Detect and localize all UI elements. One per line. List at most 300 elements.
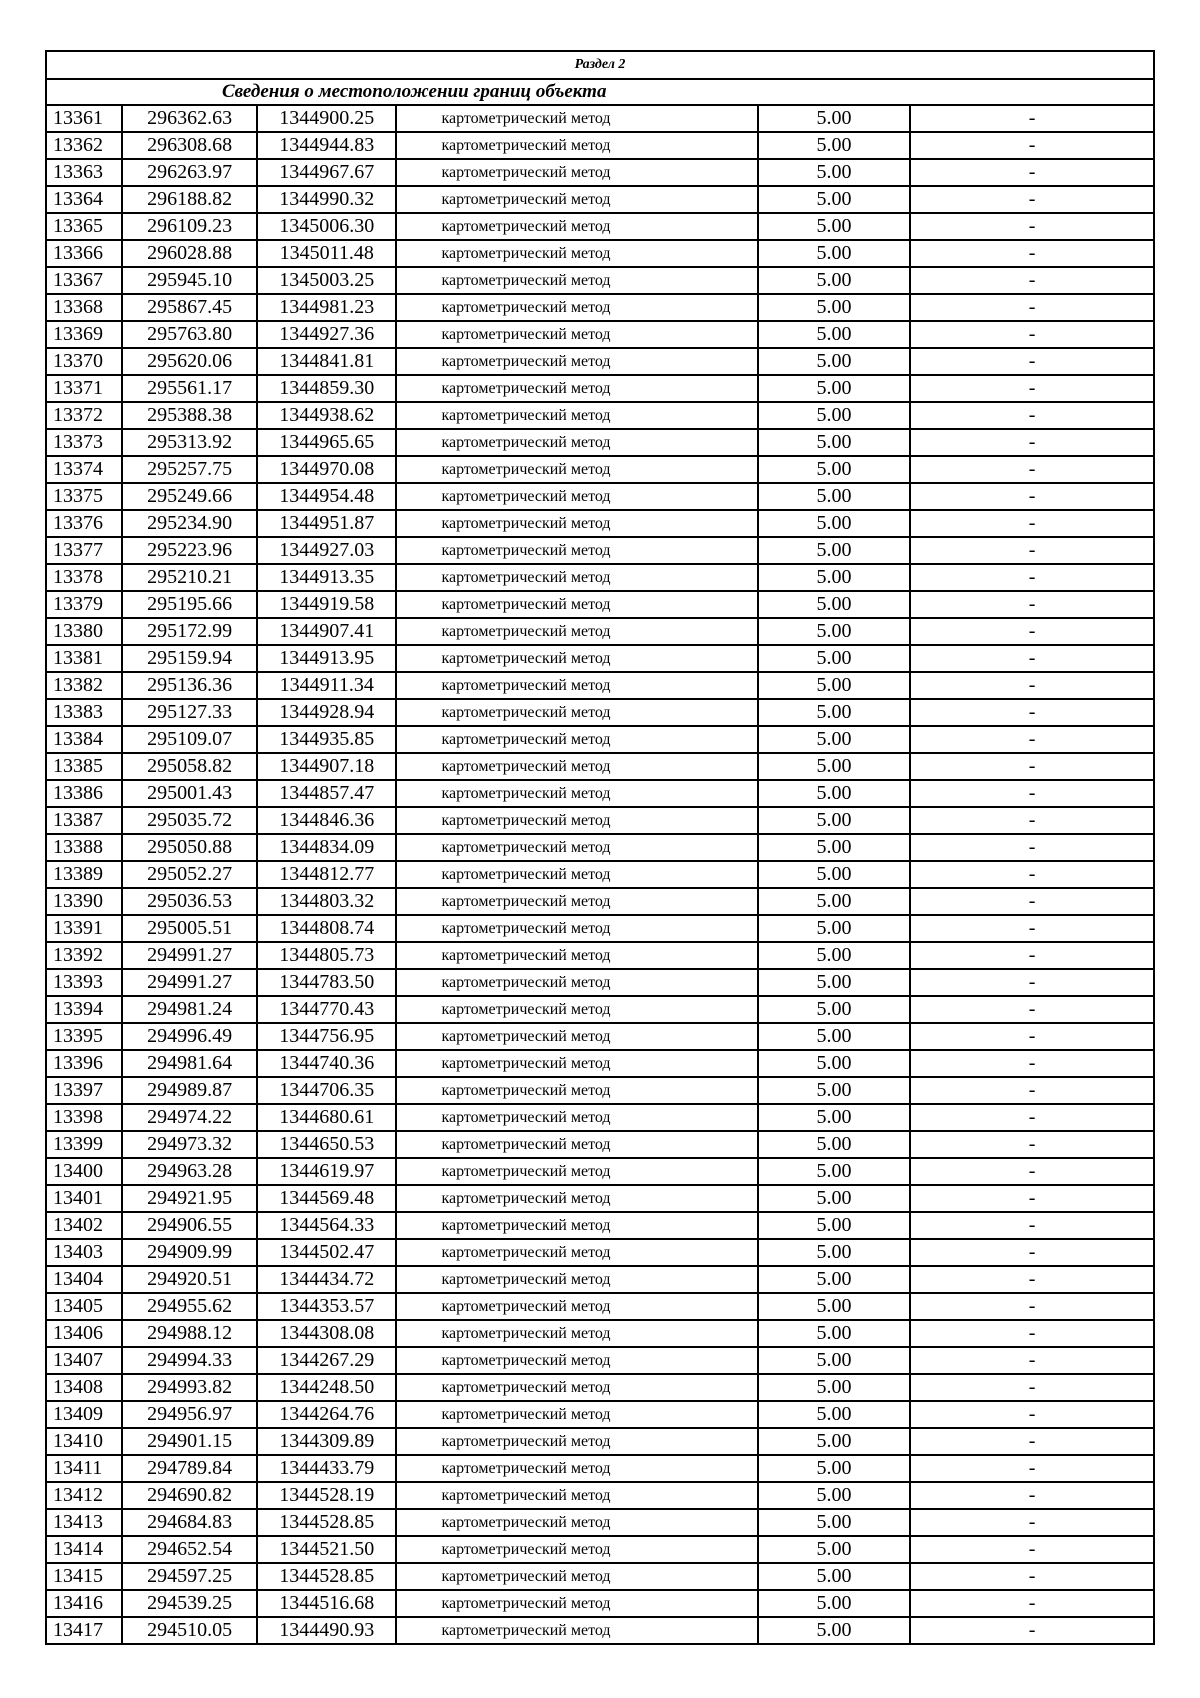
accuracy-cell: 5.00 xyxy=(758,591,910,618)
table-row xyxy=(46,348,1154,375)
point-number-cell: 13369 xyxy=(46,321,122,348)
description-cell: - xyxy=(910,915,1154,942)
method-cell: картометрический метод xyxy=(396,1536,757,1563)
description-cell: - xyxy=(910,969,1154,996)
point-number-cell: 13403 xyxy=(46,1239,122,1266)
section-label: Раздел 2 xyxy=(46,51,1154,79)
method-cell: картометрический метод xyxy=(396,672,757,699)
point-number-cell: 13370 xyxy=(46,348,122,375)
table-row xyxy=(46,483,1154,510)
table-row xyxy=(46,672,1154,699)
point-number-cell: 13410 xyxy=(46,1428,122,1455)
x-coordinate-cell: 294991.27 xyxy=(122,942,257,969)
point-number-cell: 13404 xyxy=(46,1266,122,1293)
point-number-cell: 13387 xyxy=(46,807,122,834)
accuracy-cell: 5.00 xyxy=(758,888,910,915)
description-cell: - xyxy=(910,510,1154,537)
table-row xyxy=(46,132,1154,159)
y-coordinate-cell: 1344981.23 xyxy=(257,294,396,321)
description-cell: - xyxy=(910,537,1154,564)
y-coordinate-cell: 1344938.62 xyxy=(257,402,396,429)
table-row xyxy=(46,321,1154,348)
accuracy-cell: 5.00 xyxy=(758,1104,910,1131)
accuracy-cell: 5.00 xyxy=(758,429,910,456)
point-number-cell: 13407 xyxy=(46,1347,122,1374)
point-number-cell: 13400 xyxy=(46,1158,122,1185)
description-cell: - xyxy=(910,429,1154,456)
table-row xyxy=(46,456,1154,483)
x-coordinate-cell: 295052.27 xyxy=(122,861,257,888)
y-coordinate-cell: 1344706.35 xyxy=(257,1077,396,1104)
x-coordinate-cell: 295313.92 xyxy=(122,429,257,456)
y-coordinate-cell: 1344935.85 xyxy=(257,726,396,753)
y-coordinate-cell: 1344928.94 xyxy=(257,699,396,726)
method-cell: картометрический метод xyxy=(396,321,757,348)
table-row xyxy=(46,1266,1154,1293)
table-row xyxy=(46,1617,1154,1644)
method-cell: картометрический метод xyxy=(396,240,757,267)
table-row xyxy=(46,1212,1154,1239)
table-row xyxy=(46,564,1154,591)
y-coordinate-cell: 1344900.25 xyxy=(257,105,396,132)
description-cell: - xyxy=(910,375,1154,402)
point-number-cell: 13374 xyxy=(46,456,122,483)
x-coordinate-cell: 295249.66 xyxy=(122,483,257,510)
method-cell: картометрический метод xyxy=(396,1509,757,1536)
point-number-cell: 13416 xyxy=(46,1590,122,1617)
accuracy-cell: 5.00 xyxy=(758,1131,910,1158)
title-row xyxy=(46,79,1154,105)
description-cell: - xyxy=(910,780,1154,807)
table-row xyxy=(46,996,1154,1023)
point-number-cell: 13371 xyxy=(46,375,122,402)
description-cell: - xyxy=(910,672,1154,699)
table-row xyxy=(46,402,1154,429)
point-number-cell: 13381 xyxy=(46,645,122,672)
y-coordinate-cell: 1344783.50 xyxy=(257,969,396,996)
accuracy-cell: 5.00 xyxy=(758,1077,910,1104)
table-row xyxy=(46,159,1154,186)
accuracy-cell: 5.00 xyxy=(758,1401,910,1428)
method-cell: картометрический метод xyxy=(396,564,757,591)
point-number-cell: 13388 xyxy=(46,834,122,861)
method-cell: картометрический метод xyxy=(396,699,757,726)
method-cell: картометрический метод xyxy=(396,1077,757,1104)
table-row xyxy=(46,1590,1154,1617)
y-coordinate-cell: 1344740.36 xyxy=(257,1050,396,1077)
point-number-cell: 13368 xyxy=(46,294,122,321)
point-number-cell: 13363 xyxy=(46,159,122,186)
y-coordinate-cell: 1344907.41 xyxy=(257,618,396,645)
y-coordinate-cell: 1344770.43 xyxy=(257,996,396,1023)
accuracy-cell: 5.00 xyxy=(758,726,910,753)
accuracy-cell: 5.00 xyxy=(758,159,910,186)
y-coordinate-cell: 1344490.93 xyxy=(257,1617,396,1644)
table-row xyxy=(46,942,1154,969)
point-number-cell: 13408 xyxy=(46,1374,122,1401)
x-coordinate-cell: 295257.75 xyxy=(122,456,257,483)
y-coordinate-cell: 1344803.32 xyxy=(257,888,396,915)
description-cell: - xyxy=(910,1212,1154,1239)
description-cell: - xyxy=(910,1347,1154,1374)
table-row xyxy=(46,645,1154,672)
accuracy-cell: 5.00 xyxy=(758,1428,910,1455)
description-cell: - xyxy=(910,213,1154,240)
table-row xyxy=(46,1482,1154,1509)
description-cell: - xyxy=(910,942,1154,969)
method-cell: картометрический метод xyxy=(396,1455,757,1482)
x-coordinate-cell: 294993.82 xyxy=(122,1374,257,1401)
table-row xyxy=(46,888,1154,915)
description-cell: - xyxy=(910,1077,1154,1104)
y-coordinate-cell: 1344965.65 xyxy=(257,429,396,456)
point-number-cell: 13401 xyxy=(46,1185,122,1212)
method-cell: картометрический метод xyxy=(396,294,757,321)
y-coordinate-cell: 1344248.50 xyxy=(257,1374,396,1401)
accuracy-cell: 5.00 xyxy=(758,1563,910,1590)
method-cell: картометрический метод xyxy=(396,942,757,969)
table-row xyxy=(46,267,1154,294)
description-cell: - xyxy=(910,1428,1154,1455)
x-coordinate-cell: 295159.94 xyxy=(122,645,257,672)
x-coordinate-cell: 295035.72 xyxy=(122,807,257,834)
description-cell: - xyxy=(910,186,1154,213)
y-coordinate-cell: 1344528.85 xyxy=(257,1563,396,1590)
method-cell: картометрический метод xyxy=(396,1104,757,1131)
x-coordinate-cell: 295210.21 xyxy=(122,564,257,591)
accuracy-cell: 5.00 xyxy=(758,1185,910,1212)
accuracy-cell: 5.00 xyxy=(758,1482,910,1509)
table-row xyxy=(46,1077,1154,1104)
point-number-cell: 13380 xyxy=(46,618,122,645)
table-row xyxy=(46,618,1154,645)
point-number-cell: 13364 xyxy=(46,186,122,213)
x-coordinate-cell: 294690.82 xyxy=(122,1482,257,1509)
point-number-cell: 13389 xyxy=(46,861,122,888)
accuracy-cell: 5.00 xyxy=(758,1617,910,1644)
point-number-cell: 13377 xyxy=(46,537,122,564)
x-coordinate-cell: 296028.88 xyxy=(122,240,257,267)
description-cell: - xyxy=(910,1482,1154,1509)
description-cell: - xyxy=(910,1104,1154,1131)
table-row xyxy=(46,780,1154,807)
description-cell: - xyxy=(910,1185,1154,1212)
table-row xyxy=(46,1374,1154,1401)
accuracy-cell: 5.00 xyxy=(758,699,910,726)
point-number-cell: 13406 xyxy=(46,1320,122,1347)
point-number-cell: 13413 xyxy=(46,1509,122,1536)
table-row xyxy=(46,726,1154,753)
table-row xyxy=(46,1347,1154,1374)
x-coordinate-cell: 295195.66 xyxy=(122,591,257,618)
y-coordinate-cell: 1344808.74 xyxy=(257,915,396,942)
point-number-cell: 13378 xyxy=(46,564,122,591)
x-coordinate-cell: 294789.84 xyxy=(122,1455,257,1482)
x-coordinate-cell: 295127.33 xyxy=(122,699,257,726)
accuracy-cell: 5.00 xyxy=(758,753,910,780)
x-coordinate-cell: 294994.33 xyxy=(122,1347,257,1374)
y-coordinate-cell: 1344308.08 xyxy=(257,1320,396,1347)
description-cell: - xyxy=(910,1590,1154,1617)
description-cell: - xyxy=(910,1266,1154,1293)
y-coordinate-cell: 1344521.50 xyxy=(257,1536,396,1563)
table-row xyxy=(46,429,1154,456)
y-coordinate-cell: 1344967.67 xyxy=(257,159,396,186)
y-coordinate-cell: 1344528.19 xyxy=(257,1482,396,1509)
method-cell: картометрический метод xyxy=(396,591,757,618)
x-coordinate-cell: 295763.80 xyxy=(122,321,257,348)
method-cell: картометрический метод xyxy=(396,510,757,537)
table-row xyxy=(46,1131,1154,1158)
method-cell: картометрический метод xyxy=(396,807,757,834)
table-row xyxy=(46,1104,1154,1131)
x-coordinate-cell: 295223.96 xyxy=(122,537,257,564)
method-cell: картометрический метод xyxy=(396,1563,757,1590)
description-cell: - xyxy=(910,1320,1154,1347)
description-cell: - xyxy=(910,348,1154,375)
point-number-cell: 13382 xyxy=(46,672,122,699)
y-coordinate-cell: 1344267.29 xyxy=(257,1347,396,1374)
point-number-cell: 13361 xyxy=(46,105,122,132)
point-number-cell: 13393 xyxy=(46,969,122,996)
description-cell: - xyxy=(910,807,1154,834)
accuracy-cell: 5.00 xyxy=(758,1212,910,1239)
x-coordinate-cell: 295945.10 xyxy=(122,267,257,294)
x-coordinate-cell: 294684.83 xyxy=(122,1509,257,1536)
point-number-cell: 13397 xyxy=(46,1077,122,1104)
accuracy-cell: 5.00 xyxy=(758,267,910,294)
y-coordinate-cell: 1344970.08 xyxy=(257,456,396,483)
method-cell: картометрический метод xyxy=(396,753,757,780)
point-number-cell: 13375 xyxy=(46,483,122,510)
accuracy-cell: 5.00 xyxy=(758,1239,910,1266)
table-row xyxy=(46,1239,1154,1266)
y-coordinate-cell: 1344919.58 xyxy=(257,591,396,618)
y-coordinate-cell: 1344650.53 xyxy=(257,1131,396,1158)
table-row xyxy=(46,591,1154,618)
section-header-row xyxy=(46,51,1154,79)
point-number-cell: 13379 xyxy=(46,591,122,618)
point-number-cell: 13405 xyxy=(46,1293,122,1320)
point-number-cell: 13362 xyxy=(46,132,122,159)
method-cell: картометрический метод xyxy=(396,861,757,888)
y-coordinate-cell: 1344805.73 xyxy=(257,942,396,969)
description-cell: - xyxy=(910,1023,1154,1050)
method-cell: картометрический метод xyxy=(396,348,757,375)
table-row xyxy=(46,375,1154,402)
point-number-cell: 13391 xyxy=(46,915,122,942)
table-row xyxy=(46,1401,1154,1428)
y-coordinate-cell: 1344433.79 xyxy=(257,1455,396,1482)
accuracy-cell: 5.00 xyxy=(758,1266,910,1293)
table-title: Сведения о местоположении границ объекта xyxy=(46,79,1154,105)
table-row xyxy=(46,861,1154,888)
method-cell: картометрический метод xyxy=(396,618,757,645)
table-row xyxy=(46,1293,1154,1320)
table-row xyxy=(46,1158,1154,1185)
method-cell: картометрический метод xyxy=(396,186,757,213)
description-cell: - xyxy=(910,564,1154,591)
x-coordinate-cell: 296188.82 xyxy=(122,186,257,213)
point-number-cell: 13366 xyxy=(46,240,122,267)
description-cell: - xyxy=(910,1401,1154,1428)
description-cell: - xyxy=(910,1239,1154,1266)
accuracy-cell: 5.00 xyxy=(758,942,910,969)
x-coordinate-cell: 294981.24 xyxy=(122,996,257,1023)
method-cell: картометрический метод xyxy=(396,1023,757,1050)
point-number-cell: 13386 xyxy=(46,780,122,807)
accuracy-cell: 5.00 xyxy=(758,618,910,645)
x-coordinate-cell: 295620.06 xyxy=(122,348,257,375)
method-cell: картометрический метод xyxy=(396,1590,757,1617)
description-cell: - xyxy=(910,1131,1154,1158)
y-coordinate-cell: 1345003.25 xyxy=(257,267,396,294)
y-coordinate-cell: 1344680.61 xyxy=(257,1104,396,1131)
y-coordinate-cell: 1344841.81 xyxy=(257,348,396,375)
point-number-cell: 13417 xyxy=(46,1617,122,1644)
x-coordinate-cell: 296263.97 xyxy=(122,159,257,186)
y-coordinate-cell: 1344434.72 xyxy=(257,1266,396,1293)
description-cell: - xyxy=(910,888,1154,915)
table-row xyxy=(46,699,1154,726)
x-coordinate-cell: 296308.68 xyxy=(122,132,257,159)
accuracy-cell: 5.00 xyxy=(758,1509,910,1536)
method-cell: картометрический метод xyxy=(396,1266,757,1293)
description-cell: - xyxy=(910,132,1154,159)
accuracy-cell: 5.00 xyxy=(758,1590,910,1617)
method-cell: картометрический метод xyxy=(396,1617,757,1644)
table-row xyxy=(46,186,1154,213)
table-row xyxy=(46,240,1154,267)
accuracy-cell: 5.00 xyxy=(758,1374,910,1401)
accuracy-cell: 5.00 xyxy=(758,483,910,510)
method-cell: картометрический метод xyxy=(396,1050,757,1077)
x-coordinate-cell: 296362.63 xyxy=(122,105,257,132)
y-coordinate-cell: 1344859.30 xyxy=(257,375,396,402)
point-number-cell: 13365 xyxy=(46,213,122,240)
y-coordinate-cell: 1344951.87 xyxy=(257,510,396,537)
table-row xyxy=(46,753,1154,780)
x-coordinate-cell: 295036.53 xyxy=(122,888,257,915)
x-coordinate-cell: 294989.87 xyxy=(122,1077,257,1104)
accuracy-cell: 5.00 xyxy=(758,672,910,699)
accuracy-cell: 5.00 xyxy=(758,861,910,888)
y-coordinate-cell: 1344619.97 xyxy=(257,1158,396,1185)
point-number-cell: 13409 xyxy=(46,1401,122,1428)
x-coordinate-cell: 294597.25 xyxy=(122,1563,257,1590)
point-number-cell: 13398 xyxy=(46,1104,122,1131)
accuracy-cell: 5.00 xyxy=(758,348,910,375)
description-cell: - xyxy=(910,402,1154,429)
method-cell: картометрический метод xyxy=(396,1158,757,1185)
description-cell: - xyxy=(910,645,1154,672)
table-row xyxy=(46,1320,1154,1347)
table-row xyxy=(46,807,1154,834)
x-coordinate-cell: 294981.64 xyxy=(122,1050,257,1077)
method-cell: картометрический метод xyxy=(396,888,757,915)
y-coordinate-cell: 1344756.95 xyxy=(257,1023,396,1050)
method-cell: картометрический метод xyxy=(396,834,757,861)
accuracy-cell: 5.00 xyxy=(758,1050,910,1077)
x-coordinate-cell: 295136.36 xyxy=(122,672,257,699)
y-coordinate-cell: 1344309.89 xyxy=(257,1428,396,1455)
method-cell: картометрический метод xyxy=(396,1401,757,1428)
table-row xyxy=(46,537,1154,564)
table-row xyxy=(46,1050,1154,1077)
y-coordinate-cell: 1344569.48 xyxy=(257,1185,396,1212)
description-cell: - xyxy=(910,834,1154,861)
point-number-cell: 13399 xyxy=(46,1131,122,1158)
point-number-cell: 13415 xyxy=(46,1563,122,1590)
accuracy-cell: 5.00 xyxy=(758,213,910,240)
description-cell: - xyxy=(910,1536,1154,1563)
accuracy-cell: 5.00 xyxy=(758,1347,910,1374)
y-coordinate-cell: 1344516.68 xyxy=(257,1590,396,1617)
method-cell: картометрический метод xyxy=(396,780,757,807)
point-number-cell: 13402 xyxy=(46,1212,122,1239)
y-coordinate-cell: 1344913.35 xyxy=(257,564,396,591)
accuracy-cell: 5.00 xyxy=(758,456,910,483)
x-coordinate-cell: 294996.49 xyxy=(122,1023,257,1050)
method-cell: картометрический метод xyxy=(396,645,757,672)
table-row xyxy=(46,1455,1154,1482)
description-cell: - xyxy=(910,1293,1154,1320)
x-coordinate-cell: 295058.82 xyxy=(122,753,257,780)
x-coordinate-cell: 295050.88 xyxy=(122,834,257,861)
method-cell: картометрический метод xyxy=(396,213,757,240)
method-cell: картометрический метод xyxy=(396,996,757,1023)
method-cell: картометрический метод xyxy=(396,483,757,510)
x-coordinate-cell: 294539.25 xyxy=(122,1590,257,1617)
description-cell: - xyxy=(910,294,1154,321)
accuracy-cell: 5.00 xyxy=(758,834,910,861)
point-number-cell: 13411 xyxy=(46,1455,122,1482)
accuracy-cell: 5.00 xyxy=(758,969,910,996)
y-coordinate-cell: 1344834.09 xyxy=(257,834,396,861)
y-coordinate-cell: 1344911.34 xyxy=(257,672,396,699)
point-number-cell: 13396 xyxy=(46,1050,122,1077)
method-cell: картометрический метод xyxy=(396,1239,757,1266)
accuracy-cell: 5.00 xyxy=(758,402,910,429)
table-row xyxy=(46,1563,1154,1590)
accuracy-cell: 5.00 xyxy=(758,645,910,672)
x-coordinate-cell: 295867.45 xyxy=(122,294,257,321)
table-row xyxy=(46,294,1154,321)
description-cell: - xyxy=(910,267,1154,294)
accuracy-cell: 5.00 xyxy=(758,510,910,537)
accuracy-cell: 5.00 xyxy=(758,1158,910,1185)
x-coordinate-cell: 295172.99 xyxy=(122,618,257,645)
description-cell: - xyxy=(910,861,1154,888)
x-coordinate-cell: 295388.38 xyxy=(122,402,257,429)
accuracy-cell: 5.00 xyxy=(758,807,910,834)
table-row xyxy=(46,1509,1154,1536)
method-cell: картометрический метод xyxy=(396,159,757,186)
y-coordinate-cell: 1345006.30 xyxy=(257,213,396,240)
y-coordinate-cell: 1344264.76 xyxy=(257,1401,396,1428)
accuracy-cell: 5.00 xyxy=(758,1320,910,1347)
method-cell: картометрический метод xyxy=(396,726,757,753)
accuracy-cell: 5.00 xyxy=(758,1293,910,1320)
boundary-coordinates-table xyxy=(45,50,1155,1645)
y-coordinate-cell: 1344857.47 xyxy=(257,780,396,807)
x-coordinate-cell: 294973.32 xyxy=(122,1131,257,1158)
x-coordinate-cell: 294920.51 xyxy=(122,1266,257,1293)
y-coordinate-cell: 1344564.33 xyxy=(257,1212,396,1239)
method-cell: картометрический метод xyxy=(396,456,757,483)
y-coordinate-cell: 1344927.03 xyxy=(257,537,396,564)
accuracy-cell: 5.00 xyxy=(758,132,910,159)
